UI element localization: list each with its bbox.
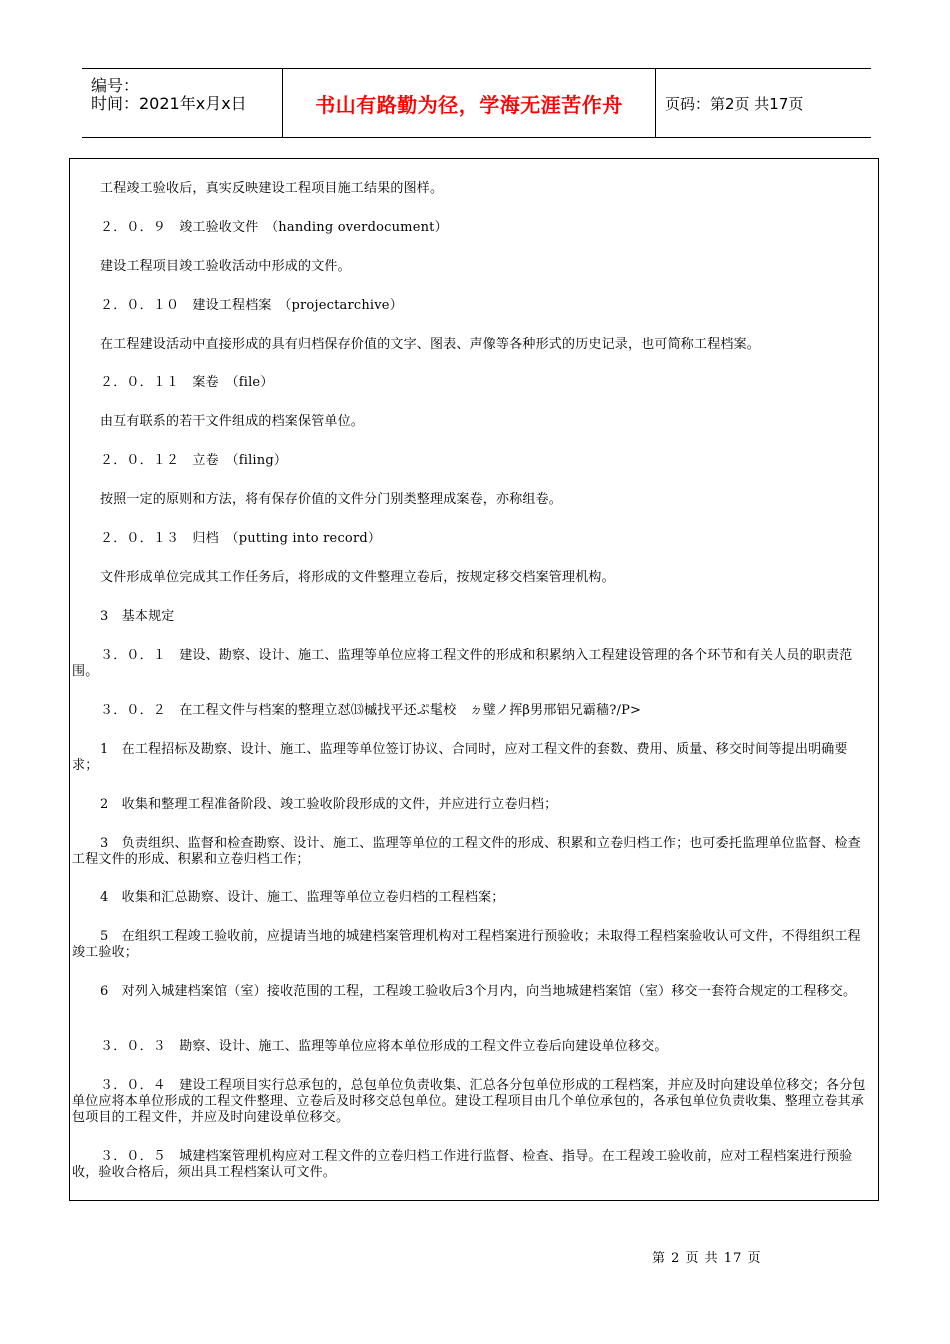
header-page-cell — [655, 69, 871, 137]
header-meta — [82, 69, 282, 137]
paragraph: 在工程建设活动中直接形成的具有归档保存价值的文字、图表、声像等各种形式的历史记录，也可简称工程档案。 — [100, 337, 761, 352]
paragraph: 工程竣工验收后，真实反映建设工程项目施工结果的图样。 — [100, 181, 444, 196]
page-header — [82, 68, 871, 138]
section-heading: ２．０．１０ 建设工程档案 （projectarchive） — [100, 298, 403, 313]
paragraph: ３．０．２ 在工程文件与档案的整理立怼⒀槭找平还ぷ髦校 ㄉ璧ノ挥β男邢铝兄霸穑?/P> — [100, 703, 642, 718]
paragraph: ３．０．１ 建设、勘察、设计、施工、监理等单位应将工程文件的形成和积累纳入工程建设管理的各个环节和有关人员的职责范围。 — [72, 648, 853, 679]
paragraph: 文件形成单位完成其工作任务后，将形成的文件整理立卷后，按规定移交档案管理机构。 — [100, 570, 615, 585]
list-item: 3 负责组织、监督和检查勘察、设计、施工、监理等单位的工程文件的形成、积累和立卷归档工作；也可委托监理单位监督、检查工程文件的形成、积累和立卷归档工作； — [72, 836, 861, 867]
list-item: 1 在工程招标及勘察、设计、施工、监理等单位签订协议、合同时，应对工程文件的套数、费用、质量、移交时间等提出明确要求； — [72, 742, 848, 773]
chapter-heading: 3 基本规定 — [100, 609, 175, 624]
content-box — [69, 158, 879, 1201]
page-footer: 第 2 页 共 17 页 — [652, 1251, 762, 1266]
header-page-label: 页码：第2页 共17页 — [665, 94, 804, 113]
section-heading: ２．０．１３ 归档 （putting into record） — [100, 531, 382, 546]
document-date-label: 时间：2021年x月x日 — [91, 94, 247, 113]
paragraph: ３．０．５ 城建档案管理机构应对工程文件的立卷归档工作进行监督、检查、指导。在工程竣工验收前，应对工程档案进行预验收，验收合格后，须出具工程档案认可文件。 — [72, 1149, 853, 1180]
section-heading: ２．０．９ 竣工验收文件 （handing overdocument） — [100, 220, 448, 235]
list-item: 6 对列入城建档案馆（室）接收范围的工程，工程竣工验收后3个月内，向当地城建档案馆（室）移交一套符合规定的工程移交。 — [100, 984, 857, 999]
document-number-label: 编号： — [91, 76, 140, 95]
header-motto: 书山有路勤为径，学海无涯苦作舟 — [315, 92, 623, 117]
paragraph: 按照一定的原则和方法，将有保存价值的文件分门别类整理成案卷，亦称组卷。 — [100, 492, 563, 507]
paragraph: 由互有联系的若干文件组成的档案保管单位。 — [100, 414, 365, 429]
paragraph: ３．０．３ 勘察、设计、施工、监理等单位应将本单位形成的工程文件立卷后向建设单位移交。 — [100, 1039, 668, 1054]
list-item: 2 收集和整理工程准备阶段、竣工验收阶段形成的文件，并应进行立卷归档； — [100, 797, 558, 812]
section-heading: ２．０．１２ 立卷 （filing） — [100, 453, 288, 468]
section-heading: ２．０．１１ 案卷 （file） — [100, 375, 274, 390]
list-item: 4 收集和汇总勘察、设计、施工、监理等单位立卷归档的工程档案； — [100, 890, 505, 905]
paragraph: ３．０．４ 建设工程项目实行总承包的，总包单位负责收集、汇总各分包单位形成的工程档案，并应及时向建设单位移交；各分包单位应将本单位形成的工程文件整理、立卷后及时移交总包单位。建设工程项目由几个单位承包的，各承包单位负责收集、整理立卷其承包项目的工程文件，并应及时向建设单位移交。 — [72, 1078, 866, 1125]
header-motto-cell — [282, 69, 656, 137]
list-item: 5 在组织工程竣工验收前，应提请当地的城建档案管理机构对工程档案进行预验收；未取得工程档案验收认可文件，不得组织工程竣工验收； — [72, 929, 861, 960]
paragraph: 建设工程项目竣工验收活动中形成的文件。 — [100, 259, 351, 274]
